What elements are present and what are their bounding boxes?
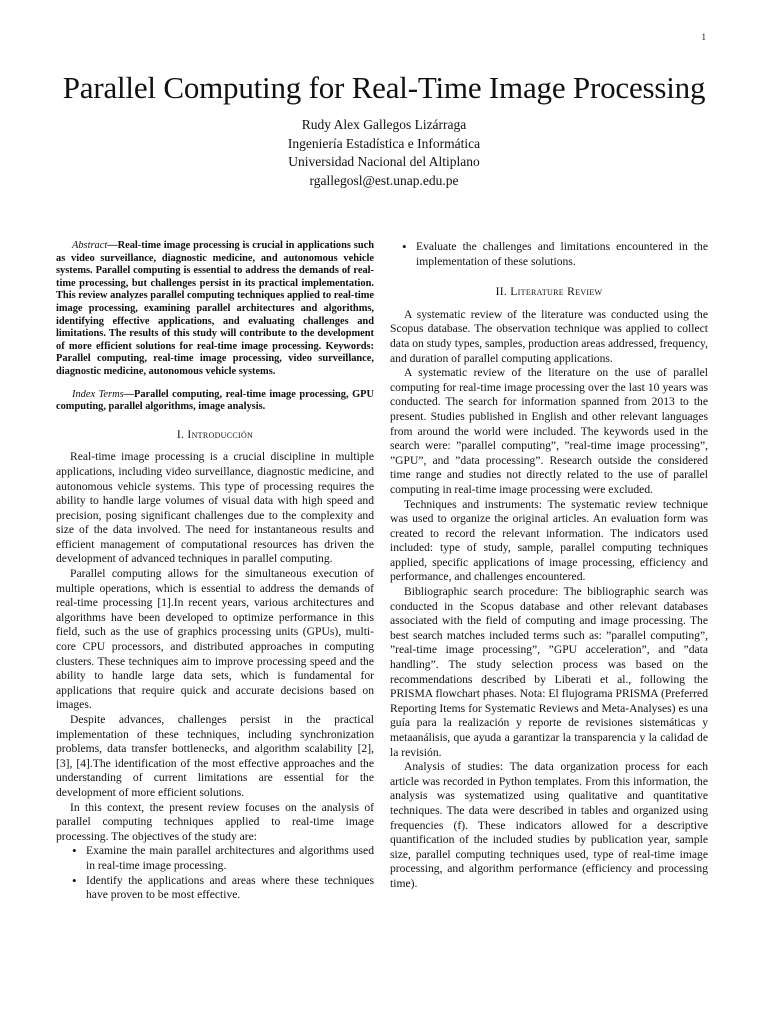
paragraph: Bibliographic search procedure: The bibliographic search was conducted in the Scopus database and other relevant databases associated with the field of computing and image processing. The best search matches included terms such as: ”parallel computing”, ”real-time image processing”, ”GPU acceleration”, and ”data handling”. The study selection process was based on the recommendations described by Liberati et al., following the PRISMA flowchart phases. Nota: El flujograma PRISMA (Preferred Reporting Items for Systematic Reviews and Meta-Analyses) es una guía para la realización y reporte de revisiones sistemáticas y metaanálisis, que ayuda a garantizar la transparencia y la calidad de la revisión.	[390, 585, 708, 759]
author-university: Universidad Nacional del Altiplano	[288, 154, 480, 170]
objective-item: • Examine the main parallel architectures and algorithms used in real-time image processing.	[86, 844, 374, 873]
paragraph: A systematic review of the literature was conducted using the Scopus database. The observation technique was applied to collect data on study types, samples, production areas addressed, frequency, and duration of parallel computing applications.	[390, 307, 708, 365]
paragraph: Real-time image processing is a crucial discipline in multiple applications, including video surveillance, diagnostic medicine, and autonomous vehicle systems. This type of processing requires the ability to handle large volumes of visual data with high speed and precision, posing significant challenges due to the complexity and size of the data involved. The need for instantaneous results and efficient management of computational resources has driven the development of advanced techniques in parallel computing.	[56, 450, 374, 566]
index-terms	[56, 389, 374, 414]
objective-item: • Evaluate the challenges and limitations encountered in the implementation of these solutions.	[416, 240, 708, 269]
author-department: Ingeniería Estadística e Informática	[287, 135, 481, 151]
paragraph: Despite advances, challenges persist in the practical implementation of these techniques, including synchronization problems, data transfer bottlenecks, and algorithm scalability [2], [3], [4].The identification of the most effective approaches and the understanding of current limitations are essential for the development of more efficient solutions.	[56, 713, 374, 799]
author-email: rgallegosl@est.unap.edu.pe	[309, 172, 459, 188]
abstract	[56, 240, 374, 379]
paragraph: Parallel computing allows for the simultaneous execution of multiple operations, which is essential to address the demands of real-time processing [1].In recent years, various architectures and algorithms have been developed to optimize performance in this field, such as the use of graphics processing units (GPUs), multi-core CPU processors, and distributed approaches in computing clusters. These techniques aim to improve processing speed and the ability to handle large data sets, which is fundamental for applications that require quick and accurate decisions based on images.	[56, 567, 374, 712]
objective-item: • Identify the applications and areas where these techniques have proven to be most effective.	[86, 874, 374, 903]
objectives-list	[56, 844, 374, 902]
index-terms-text: —Parallel computing, real-time image processing, GPU computing, parallel algorithms, image analysis.	[56, 388, 374, 413]
abstract-text: —Real-time image processing is crucial in applications such as video surveillance, diagnostic medicine, and autonomous vehicle systems. Parallel computing is essential to address the demands of real-time processing, but challenges persist in its practical implementation. This review analyzes parallel computing techniques applied to real-time image processing, examining parallel architectures and algorithms, identifying effective applications, and evaluating challenges and limitations. The results of this study will contribute to the development of more efficient solutions for real-time image processing. Keywords: Parallel computing, real-time image processing, video surveillance, diagnostic medicine, autonomous vehicle systems.	[56, 240, 374, 377]
paper-title: Parallel Computing for Real-Time Image Processing	[62, 70, 706, 105]
paragraph: A systematic review of the literature on the use of parallel computing for real-time image processing over the last 10 years was conducted. The search for information spanned from 2013 to the present. Studies published in English and other relevant languages from around the world were included. The keywords used in the search were: ”parallel computing”, ”real-time image processing”, ”GPU”, and ”data processing”. Research outside the considered time range and studies not directly related to the use of parallel computing in real-time image processing were excluded.	[390, 366, 708, 496]
section-heading-introduction: I. Introducción	[176, 427, 254, 441]
objectives-list-continued	[390, 240, 708, 269]
section-heading-literature-review: II. Literature Review	[495, 285, 603, 299]
author-block	[0, 116, 768, 190]
paragraph: In this context, the present review focuses on the analysis of parallel computing techniques applied to real-time image processing. The objectives of the study are:	[56, 800, 374, 843]
abstract-label: Abstract	[72, 240, 108, 251]
author-name: Rudy Alex Gallegos Lizárraga	[301, 117, 467, 132]
right-column	[390, 240, 708, 892]
paragraph: Analysis of studies: The data organization process for each article was recorded in Python templates. From this information, the analysis was systematized using qualitative and quantitative techniques. The data were described in tables and organized using frequencies (f). These indicators allowed for a descriptive quantification of the included studies by publication year, sample size, parallel computing techniques used, type of real-time image processing, and algorithm performance (efficiency and processing time).	[390, 760, 708, 890]
page-number: 1	[701, 32, 706, 42]
index-terms-label: Index Terms	[72, 388, 124, 400]
left-column	[56, 240, 374, 903]
paragraph: Techniques and instruments: The systematic review technique was used to organize the original articles. An evaluation form was created to record the relevant information. The indicators used included: type of study, sample, parallel computing techniques applied, specific applications of image processing, efficiency and performance, and challenges encountered.	[390, 497, 708, 584]
